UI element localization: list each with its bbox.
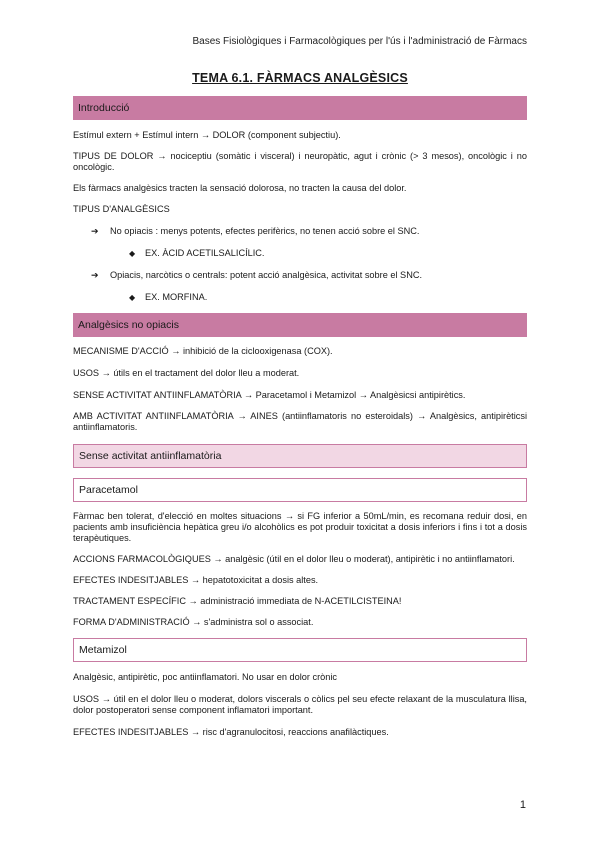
paracetamol-paragraph-1: Fàrmac ben tolerat, d'elecció en moltes situacions → si FG inferior a 50mL/min, es recomana reduir dosi, en pacients amb insuficiència hepàtica greu i/o alcohòlics es pot produir toxicitat a dosis inferiors i fins i tot a dosis terapèutiques. <box>73 511 527 543</box>
metamizol-paragraph-3: EFECTES INDESITJABLES → risc d'agranulocitosi, reaccions anafilàctiques. <box>73 727 389 737</box>
metamizol-paragraph-1: Analgèsic, antipirètic, poc antiinflamatori. No usar en dolor crònic <box>73 672 338 682</box>
section-metamizol: Metamizol <box>73 638 527 662</box>
intro-paragraph-4: TIPUS D'ANALGÈSICS <box>73 204 170 214</box>
intro-paragraph-3: Els fàrmacs analgèsics tracten la sensació dolorosa, no tracten la causa del dolor. <box>73 183 407 193</box>
arrow-bullet-icon: ➔ <box>91 270 99 280</box>
section-paracetamol: Paracetamol <box>73 478 527 502</box>
no-opiacis-paragraph-4: AMB ACTIVITAT ANTIINFLAMATÒRIA → AINES (antiinflamatoris no esteroidals) → Analgèsics, antipirèticsi antiinflamatoris. <box>73 411 527 432</box>
paracetamol-paragraph-3: EFECTES INDESITJABLES → hepatotoxicitat a dosis altes. <box>73 575 319 585</box>
paracetamol-paragraph-5: FORMA D'ADMINISTRACIÓ → s'administra sol o associat. <box>73 617 314 627</box>
metamizol-paragraph-2: USOS → útil en el dolor lleu o moderat, dolors viscerals o còlics pel seu efecte relaxant de la musculatura llisa, dolor postoperatori sense component inflamatori important. <box>73 694 527 715</box>
diamond-bullet-icon: ◆ <box>129 249 136 258</box>
list-item: ➔ Opiacis, narcòtics o centrals: potent acció analgèsica, activitat sobre el SNC. <box>91 270 423 280</box>
paracetamol-paragraph-2: ACCIONS FARMACOLÒGIQUES → analgèsic (útil en el dolor lleu o moderat), antipirètic i no antiinflamatori. <box>73 554 515 564</box>
section-introduccio: Introducció <box>73 96 527 120</box>
list-item: ◆ EX. MORFINA. <box>129 292 208 302</box>
document-body <box>73 96 527 738</box>
list-item: ◆ EX. ÀCID ACETILSALICÍLIC. <box>129 248 265 258</box>
document-title: TEMA 6.1. FÀRMACS ANALGÈSICS <box>192 71 408 85</box>
intro-paragraph-1: Estímul extern + Estímul intern → DOLOR (component subjectiu). <box>73 130 341 140</box>
section-sense-activitat: Sense activitat antiinflamatòria <box>73 444 527 468</box>
paracetamol-paragraph-4: TRACTAMENT ESPECÍFIC → administració immediata de N-ACETILCISTEINA! <box>73 596 402 606</box>
no-opiacis-paragraph-1: MECANISME D'ACCIÓ → inhibició de la ciclooxigenasa (COX). <box>73 346 333 356</box>
page-number: 1 <box>519 799 526 811</box>
no-opiacis-paragraph-2: USOS → útils en el tractament del dolor lleu a moderat. <box>73 368 300 378</box>
intro-paragraph-2: TIPUS DE DOLOR → nociceptiu (somàtic i visceral) i neuropàtic, agut i crònic (> 3 mesos), oncològic i no oncològic. <box>73 151 527 172</box>
running-header: Bases Fisiològiques i Farmacològiques per l'ús i l'administració de Fàrmacs <box>192 36 527 47</box>
list-item: ➔ No opiacis : menys potents, efectes perifèrics, no tenen acció sobre el SNC. <box>91 226 420 236</box>
no-opiacis-paragraph-3: SENSE ACTIVITAT ANTIINFLAMATÒRIA → Paracetamol i Metamizol → Analgèsicsi antipirètics. <box>73 390 466 400</box>
arrow-bullet-icon: ➔ <box>91 226 99 236</box>
section-analgesics-no-opiacis: Analgèsics no opiacis <box>73 313 527 337</box>
diamond-bullet-icon: ◆ <box>129 293 136 302</box>
